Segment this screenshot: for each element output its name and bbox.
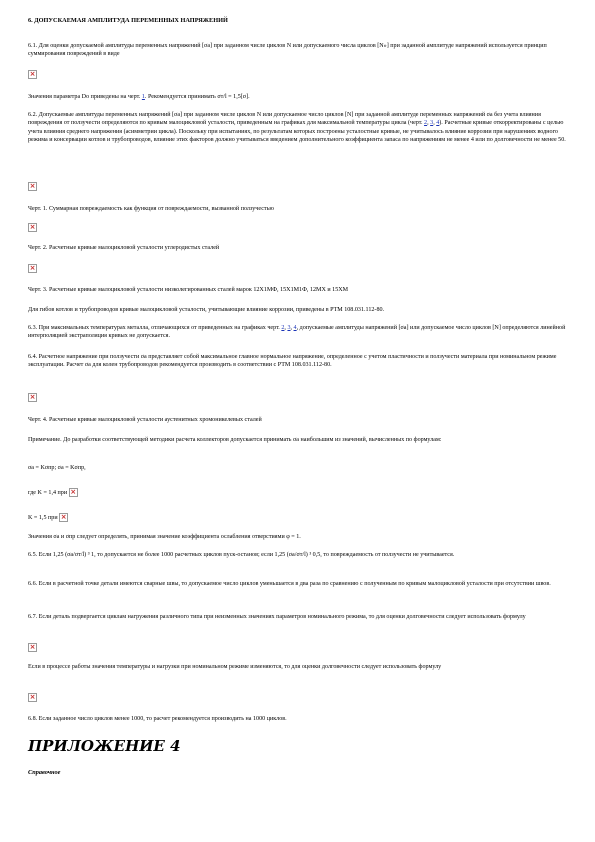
formula-line: σа = Kσпр; σа = Kσпр,: [28, 465, 86, 471]
paragraph-6-7: 6.7. Если деталь подвергается циклам нагружения различного типа при неизменных значениях параметров номинального режима, то для оценки долговечности следует использовать формулу: [28, 614, 526, 620]
caption-chart-3: Черт. 3. Расчетные кривые малоцикловой усталости низколегированных сталей марок 12Х1МФ, 15Х1М1Ф, 12МХ и 15ХМ: [28, 287, 349, 293]
paragraph-6-5: 6.5. Если 1,25 (σа/σт/l) ³ 1, то допускается не более 1000 расчетных циклов пуск-останов; если 1,25 (σа/σт/l) ³ 0,5, то повреждаемость от ползучести не учитывается.: [28, 552, 455, 558]
paragraph-6-3: 6.3. При максимальных температурах металла, отличающихся от приведенных на графиках черт. 2, 3, 4, допускаемые амплитуды напряжений [σа] или допускаемое число циклов [N] определяются линейной интерполяцией экстраполяция кривых не допускается.: [28, 325, 566, 340]
link-chart-4[interactable]: 4: [436, 120, 440, 127]
k-line-2: K = 1,5 при ×: [28, 512, 67, 521]
paragraph-note: Примечание. До разработки соответствующей методики расчета коллекторов допускается принимать σа наибольшим из значений, вычисленных по формулам:: [28, 437, 442, 443]
broken-image-formula-2: ×: [29, 642, 36, 651]
paragraph-6-4: 6.4. Расчетное напряжение при ползучести σа представляет собой максимальное главное нормальное напряжение, определенное с учетом пластичности и ползучести материала при номинальном режиме эксплуатации. Расчет σа для колен трубопроводов рекомендуется производить в соответствии с РТМ 108.031.112-80.: [28, 354, 557, 369]
broken-image-condition-1: ×: [70, 487, 77, 496]
link-chart-1[interactable]: 1: [141, 94, 145, 100]
link-chart-2[interactable]: 2: [424, 120, 428, 127]
link-chart-3-b[interactable]: 3: [287, 325, 291, 331]
caption-chart-1: Черт. 1. Суммарная повреждаемость как функция от повреждаемости, вызванной ползучестью: [28, 206, 274, 212]
paragraph-6-1-params: Значения параметра Dо приведены на черт. 1. Рекомендуется принимать σт/l = 1,5[σ].: [28, 94, 250, 100]
paragraph-6-1: 6.1. Для оценки допускаемой амплитуды переменных напряжений [σа] при заданном числе циклов N или допускаемого числа циклов [N»] при заданной амплитуде напряжений используется принцип суммирования повреждений в виде: [28, 43, 547, 58]
paragraph-sigma: Значения σа и σпр следует определять, принимая значение коэффициента ослабления отверстиями φ = 1.: [28, 534, 301, 540]
broken-image-formula-3: ×: [29, 692, 36, 701]
appendix-title: ПРИЛОЖЕНИЕ 4: [28, 737, 181, 755]
paragraph-6-7-b: Если в процессе работы значения температуры и нагрузки при номинальном режиме изменяются, то для оценки долговечности следует использовать формулу: [28, 664, 442, 670]
caption-chart-2: Черт. 2. Расчетные кривые малоцикловой усталости углеродистых сталей: [28, 245, 220, 251]
broken-image-condition-2: ×: [60, 512, 67, 521]
broken-image-chart-1: ×: [29, 181, 36, 190]
paragraph-6-2: 6.2. Допускаемые амплитуды переменных напряжений [σа] при заданном числе циклов N или допускаемое число циклов [N] при заданной амплитуде переменных напряжений σа без учета влияния повреждения от ползучести определяются по кривым малоцикловой усталости, приведенным на графиках для максимальной температуры цикла (черт. 2, 3, 4). Расчетные кривые откорректированы с целью учета влияния среднего напряжения (асимметрии цикла). Поскольку при испытаниях, по результатам которых построены усталостные кривые, не учитывалось влияние коррозии при нарушениях водного режима и консервации котлов и трубопроводов, влияние этих факторов должно учитываться введением дополнительного коэффициента запаса по напряжениям не менее 4 или по долговечности не менее 50.: [28, 112, 566, 144]
appendix-subtitle: Справочное: [28, 769, 61, 776]
broken-image-chart-2: ×: [29, 222, 36, 231]
link-chart-2-b[interactable]: 2: [281, 325, 285, 331]
paragraph-6-8: 6.8. Если заданное число циклов менее 1000, то расчет рекомендуется производить на 1000 циклов.: [28, 716, 287, 722]
paragraph-corrosion: Для гибов котлов и трубопроводов кривые малоцикловой усталости, учитывающие влияние коррозии, приведены в РТМ 108.031.112-80.: [28, 307, 385, 313]
link-chart-3[interactable]: 3: [430, 120, 434, 127]
broken-image-chart-4: ×: [29, 392, 36, 401]
k-line-1: где K = 1,4 при ×: [28, 487, 77, 496]
link-chart-4-b[interactable]: 4: [293, 325, 297, 331]
caption-chart-4: Черт. 4. Расчетные кривые малоцикловой усталости аустенитных хромоникелевых сталей: [28, 417, 262, 423]
broken-image-chart-3: ×: [29, 263, 36, 272]
broken-image-formula-1: ×: [29, 69, 36, 78]
paragraph-6-6: 6.6. Если в расчетной точке детали имеются сварные швы, то допускаемое число циклов уменьшается в два раза по сравнению с полученным по кривым малоцикловой усталости при отсутствии швов.: [28, 581, 551, 587]
section-title: 6. ДОПУСКАЕМАЯ АМПЛИТУДА ПЕРЕМЕННЫХ НАПРЯЖЕНИЙ: [28, 17, 228, 24]
